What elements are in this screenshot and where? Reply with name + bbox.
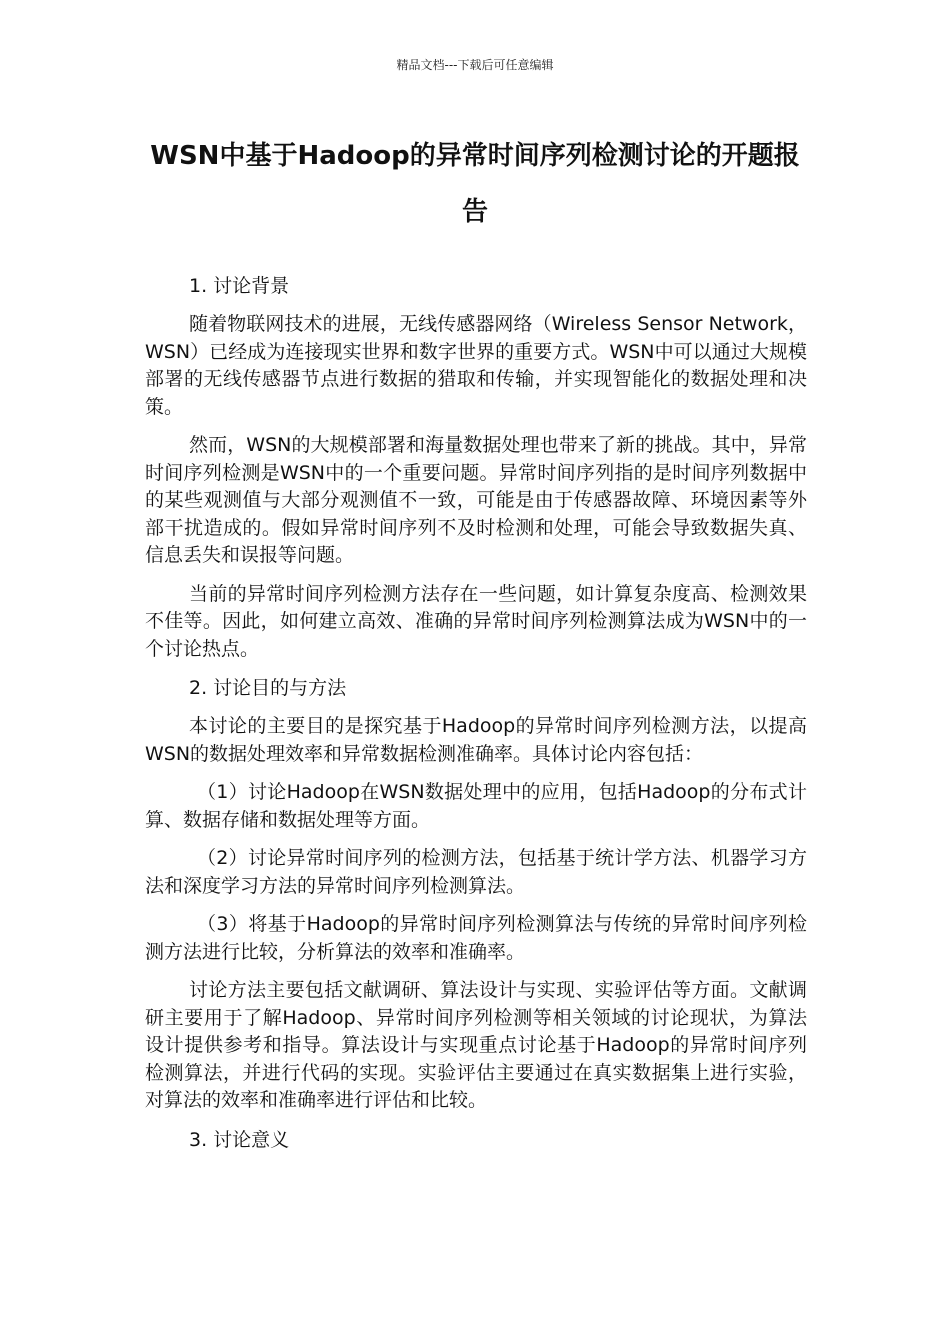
paragraph: 随着物联网技术的进展，无线传感器网络（Wireless Sensor Network，WSN）已经成为连接现实世界和数字世界的重要方式。WSN中可以通过大规模部署的无线传感器节点进行数据的猎取和传输，并实现智能化的数据处理和决策。 [145, 313, 807, 418]
section-heading-purpose-method: 2. 讨论目的与方法 [189, 677, 347, 699]
paragraph: 讨论方法主要包括文献调研、算法设计与实现、实验评估等方面。文献调研主要用于了解Hadoop、异常时间序列检测等相关领域的讨论现状，为算法设计提供参考和指导。算法设计与实现重点讨论基于Hadoop的异常时间序列检测算法，并进行代码的实现。实验评估主要通过在真实数据集上进行实验，对算法的效率和准确率进行评估和比较。 [145, 979, 807, 1111]
list-item: （1）讨论Hadoop在WSN数据处理中的应用，包括Hadoop的分布式计算、数据存储和数据处理等方面。 [145, 781, 807, 831]
section-heading-significance: 3. 讨论意义 [189, 1128, 290, 1151]
paragraph: 然而，WSN的大规模部署和海量数据处理也带来了新的挑战。其中，异常时间序列检测是WSN中的一个重要问题。异常时间序列指的是时间序列数据中的某些观测值与大部分观测值不一致，可能是由于传感器故障、环境因素等外部干扰造成的。假如异常时间序列不及时检测和处理，可能会导致数据失真、信息丢失和误报等问题。 [145, 434, 807, 566]
document-title: WSN中基于Hadoop的异常时间序列检测讨论的开题报告 [150, 141, 800, 227]
list-item: （3）将基于Hadoop的异常时间序列检测算法与传统的异常时间序列检测方法进行比较，分析算法的效率和准确率。 [145, 913, 807, 963]
page-header: 精品文档---下载后可任意编辑 [396, 58, 554, 72]
list-item: （2）讨论异常时间序列的检测方法，包括基于统计学方法、机器学习方法和深度学习方法的异常时间序列检测算法。 [145, 847, 807, 897]
paragraph: 本讨论的主要目的是探究基于Hadoop的异常时间序列检测方法，以提高WSN的数据处理效率和异常数据检测准确率。具体讨论内容包括： [145, 715, 807, 765]
section-heading-background: 1. 讨论背景 [189, 275, 290, 297]
document-body [145, 272, 807, 1165]
paragraph: 当前的异常时间序列检测方法存在一些问题，如计算复杂度高、检测效果不佳等。因此，如何建立高效、准确的异常时间序列检测算法成为WSN中的一个讨论热点。 [145, 582, 807, 660]
